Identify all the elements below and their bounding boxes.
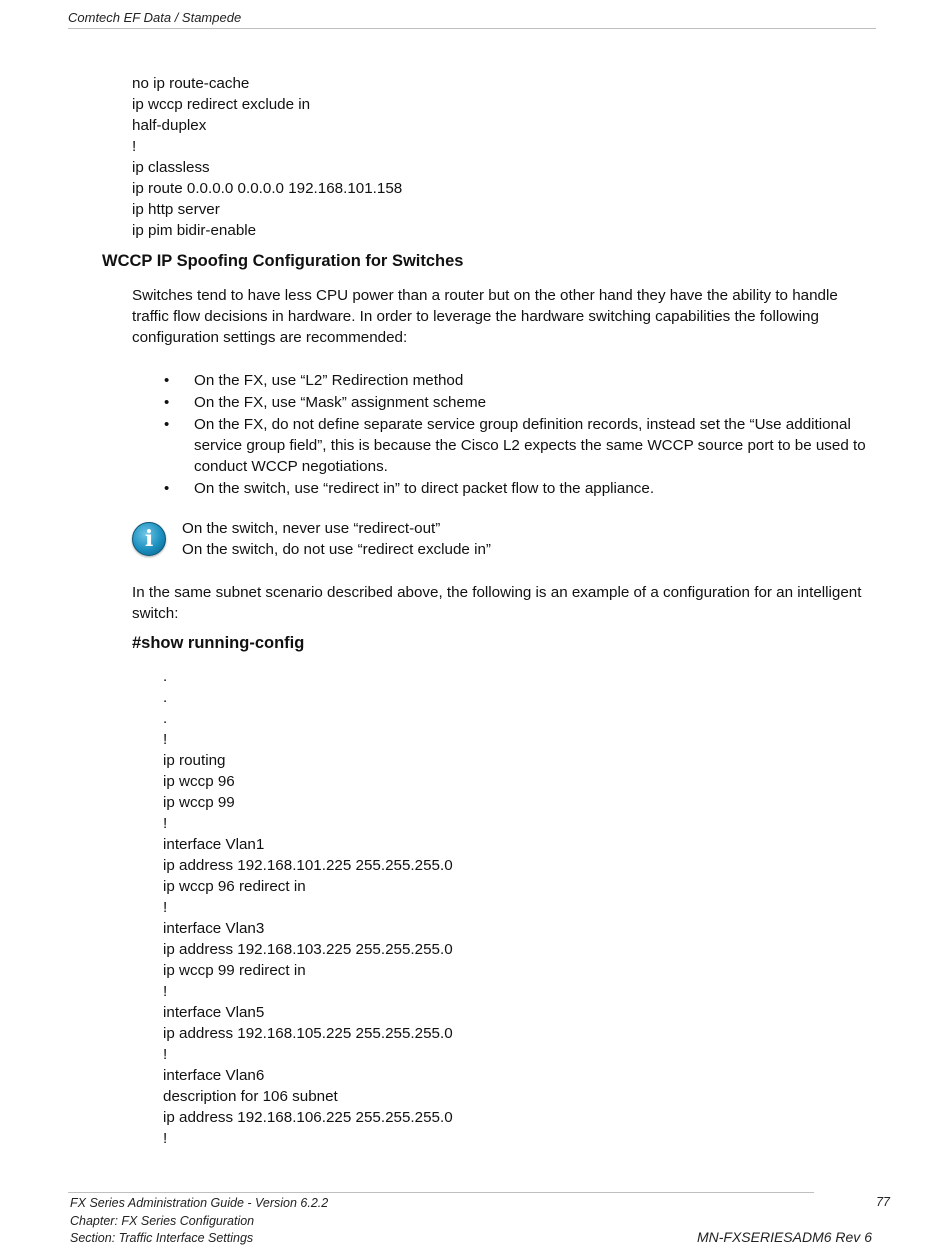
code-line: interface Vlan3 — [163, 920, 265, 937]
code-line: ip route 0.0.0.0 0.0.0.0 192.168.101.158 — [132, 180, 403, 197]
document-id: MN-FXSERIESADM6 Rev 6 — [696, 1229, 872, 1245]
code-line: ip http server — [132, 201, 220, 218]
footer-info — [70, 1195, 328, 1248]
code-block-bottom — [163, 666, 453, 1149]
intro-paragraph: Switches tend to have less CPU power than a router but on the other hand they have the ability to handle traffic flow decisions in hardware. In order to leverage the hardware switching capabilities the following configuration settings are recommended: — [132, 287, 838, 346]
example-paragraph: In the same subnet scenario described above, the following is an example of a configuration for an intelligent switch: — [132, 584, 862, 622]
note-text — [182, 518, 491, 560]
code-line: ! — [163, 1046, 168, 1063]
list-item: • On the FX, use “L2” Redirection method — [132, 370, 872, 391]
footer-section: Section: Traffic Interface Settings — [70, 1231, 254, 1245]
code-line: . — [163, 689, 168, 706]
code-line: ip wccp 99 redirect in — [163, 962, 306, 979]
code-line: ip wccp 96 — [163, 773, 235, 790]
code-line: ip address 192.168.106.225 255.255.255.0 — [163, 1109, 453, 1126]
code-line: ip pim bidir-enable — [132, 222, 257, 239]
footer-guide-title: FX Series Administration Guide - Version 6.2.2 — [70, 1196, 329, 1210]
code-line: ! — [132, 138, 137, 155]
code-line: ip wccp 96 redirect in — [163, 878, 306, 895]
section-heading: WCCP IP Spoofing Configuration for Switches — [102, 252, 464, 270]
code-line: ! — [163, 815, 168, 832]
code-line: ip routing — [163, 752, 226, 769]
code-line: ! — [163, 731, 168, 748]
list-item: • On the FX, do not define separate service group definition records, instead set the “Use additional service group field”, this is because the Cisco L2 expects the same WCCP source port to be used to conduct WCCP negotiations. — [132, 414, 872, 477]
list-item: • On the FX, use “Mask” assignment scheme — [132, 392, 872, 413]
code-line: ip address 192.168.101.225 255.255.255.0 — [163, 857, 453, 874]
note-line: On the switch, never use “redirect-out” — [182, 520, 441, 537]
code-line: interface Vlan6 — [163, 1067, 265, 1084]
recommendation-list — [132, 370, 872, 500]
code-line: interface Vlan1 — [163, 836, 265, 853]
code-line: ip address 192.168.103.225 255.255.255.0 — [163, 941, 453, 958]
info-icon: i — [132, 522, 166, 556]
code-line: ! — [163, 983, 168, 1000]
code-line: half-duplex — [132, 117, 207, 134]
footer-chapter: Chapter: FX Series Configuration — [70, 1213, 255, 1228]
code-line: ! — [163, 899, 168, 916]
code-line: ip wccp 99 — [163, 794, 235, 811]
page-header: Comtech EF Data / Stampede — [68, 10, 876, 29]
code-line: ip address 192.168.105.225 255.255.255.0 — [163, 1025, 453, 1042]
footer-divider — [68, 1192, 814, 1193]
command-heading: #show running-config — [132, 634, 305, 652]
code-line: description for 106 subnet — [163, 1088, 338, 1105]
code-line: ip wccp redirect exclude in — [132, 96, 311, 113]
note-line: On the switch, do not use “redirect exclude in” — [182, 541, 491, 558]
page-number: 77 — [876, 1195, 890, 1209]
code-line: ip classless — [132, 159, 210, 176]
code-line: no ip route-cache — [132, 75, 250, 92]
code-line: . — [163, 668, 168, 685]
code-line: . — [163, 710, 168, 727]
list-item: • On the switch, use “redirect in” to direct packet flow to the appliance. — [132, 478, 872, 499]
code-block-top — [132, 73, 402, 241]
code-line: interface Vlan5 — [163, 1004, 265, 1021]
code-line: ! — [163, 1130, 168, 1147]
